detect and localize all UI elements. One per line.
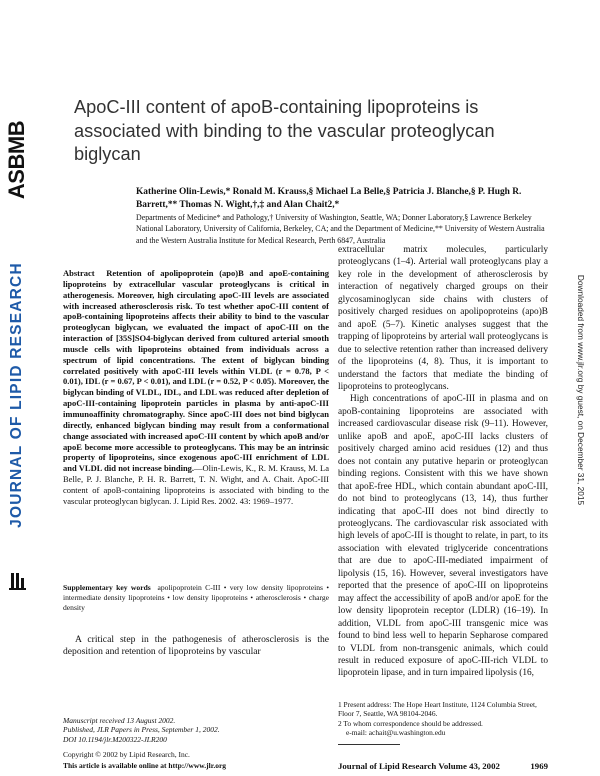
download-note: Downloaded from www.jlr.org by guest, on December 31, 2015 <box>576 274 586 506</box>
copyright: Copyright © 2002 by Lipid Research, Inc. <box>63 750 190 759</box>
received-date: Manuscript received 13 August 2002. <box>63 716 176 725</box>
page-number: 1969 <box>530 761 548 771</box>
publisher-logo: ASBMB <box>4 120 29 200</box>
abstract-text: Retention of apolipoprotein (apo)B and apoE-containing lipoproteins by extracellular vascular proteoglycans is critical in atherogenesis. Moreover, high circulating apoC-III levels are associated with increased atherosclerosis risk. To test whether apoC-III content of apoB-containing lipoproteins affects their ability to bind to the vascular proteoglycan biglycan, we evaluated the impact of apoC-III on the interaction of [35S]SO4-biglycan derived from cultured arterial smooth muscle cells with lipoproteins obtained from individuals across a spectrum of lipid concentrations. The extent of biglycan binding correlated positively with apoC-III levels within VLDL (r = 0.78, P < 0.01), IDL (r = 0.67, P < 0.01), and LDL (r = 0.52, P < 0.05). Moreover, the biglycan binding of VLDL, IDL, and LDL was reduced after depletion of apoC-III-containing lipoprotein particles in plasma by anti-apoC-III immunoaffinity chromatography. Since apoC-III does not bind biglycan directly, enhanced biglycan binding may result from a conformational change associated with increased apoC-III content by which apoB and/or apoE become more accessible to proteoglycans. This may be an intrinsic property of lipoproteins, since exogenous apoC-III enrichment of LDL and VLDL did not increase binding. <box>63 268 329 474</box>
footnote-rule <box>338 744 400 745</box>
footnote: 2 To whom correspondence should be addressed. <box>338 718 483 728</box>
footnote: 1 Present address: The Hope Heart Institute, 1124 Columbia Street, Floor 7, Seattle, WA 98104-2046. <box>338 700 537 719</box>
abstract-citation: —Olin-Lewis, K., R. M. Krauss, M. La Belle, P. J. Blanche, P. H. R. Barrett, T. N. Wight, and A. Chait. ApoC-III content of apoB-containing lipoproteins is associated with binding to the vascular proteoglycan biglycan. J. Lipid Res. 2002. 43: 1969–1977. <box>63 463 329 506</box>
abstract <box>63 268 329 507</box>
body-right-column <box>338 244 548 680</box>
intro-paragraph: A critical step in the pathogenesis of atherosclerosis is the deposition and retention of lipoproteins by vascular <box>63 634 329 657</box>
affiliations: Departments of Medicine* and Pathology,† University of Washington, Seattle, WA; Donner Laboratory,§ Lawrence Berkeley National Laboratory, University of California, Berkeley, CA; and the Department of Medicine,** University of Western Australia and the Western Australia Institute for Medical Research, Perth 6847, Australia <box>136 213 545 245</box>
journal-name-vertical: JOURNAL OF LIPID RESEARCH <box>8 262 25 528</box>
keywords <box>63 583 329 613</box>
journal-logo-icon <box>6 570 28 592</box>
footnotes <box>338 700 548 737</box>
journal-footer <box>338 761 548 771</box>
doi: DOI 10.1194/jlr.M200322-JLR200 <box>63 734 167 744</box>
published-date: Published, JLR Papers in Press, September 1, 2002. <box>63 725 220 735</box>
manuscript-history <box>63 716 329 744</box>
article-title: ApoC-III content of apoB-containing lipoproteins is associated with binding to the vascular proteoglycan biglycan <box>74 97 495 164</box>
keywords-label: Supplementary key words <box>63 583 151 592</box>
keywords-text: apolipoprotein C-III • very low density lipoproteins • intermediate density lipoproteins • low density lipoproteins • atherosclerosis • charge density <box>63 583 330 612</box>
author-list: Katherine Olin-Lewis,* Ronald M. Krauss,§ Michael La Belle,§ Patricia J. Blanche,§ P. Hugh R. Barrett,** Thomas N. Wight,†,‡ and Alan Chait2,* <box>136 187 522 211</box>
abstract-label: Abstract <box>63 268 95 278</box>
online-availability: This article is available online at http://www.jlr.org <box>63 761 227 770</box>
journal-footer-text: Journal of Lipid Research Volume 43, 2002 <box>338 761 500 771</box>
body-paragraph: High concentrations of apoC-III in plasma and on apoB-containing lipoproteins are associated with increased cardiovascular disease risk (9–11). However, unlike apoB and apoE, apoC-III lacks clusters of positively charged amino acid residues (12) and thus does not contain any putative heparin or proteoglycan binding regions. Consistent with this we have shown that apoE-free HDL, which contain abundant apoC-III, do not bind to proteoglycans (13, 14), thus further indicating that apoC-III does not bind directly to proteoglycans. The cardiovascular risk associated with high levels of apoC-III is thought to relate, in part, to its association with elevated triglyceride concentrations that are due to apoC-III-mediated impairment of lipolysis (15, 16). However, several investigators have reported that the presence of apoC-III on lipoproteins may affect the accessibility of apoB and/or apoE for the low density lipoprotein receptor (LDLR) (16–19). In addition, VLDL from apoC-III transgenic mice was found to bind less well to heparin Sepharose compared to VLDL from non-transgenic animals, which could result in reduced exposure of apoC-III-rich VLDL to lipoprotein lipase, and in turn impaired lipolysis (16, <box>338 394 548 679</box>
footnote-email: e-mail: achait@u.washington.edu <box>346 727 446 737</box>
body-paragraph: extracellular matrix molecules, particularly proteoglycans (1–4). Arterial wall proteoglycans play a key role in the development of atherosclerosis by interaction of negatively charged groups on their glycosaminoglycan side chains with clusters of positively charged residues on apolipoproteins (apo)B and apoE (5–7). Kinetic analyses suggest that the trapping of lipoproteins by arterial wall proteoglycans is due to selective retention rather than increased delivery of the lipoproteins (4, 8). Thus, it is important to understand the factors that mediate the binding of lipoproteins to proteoglycans. <box>338 245 548 392</box>
